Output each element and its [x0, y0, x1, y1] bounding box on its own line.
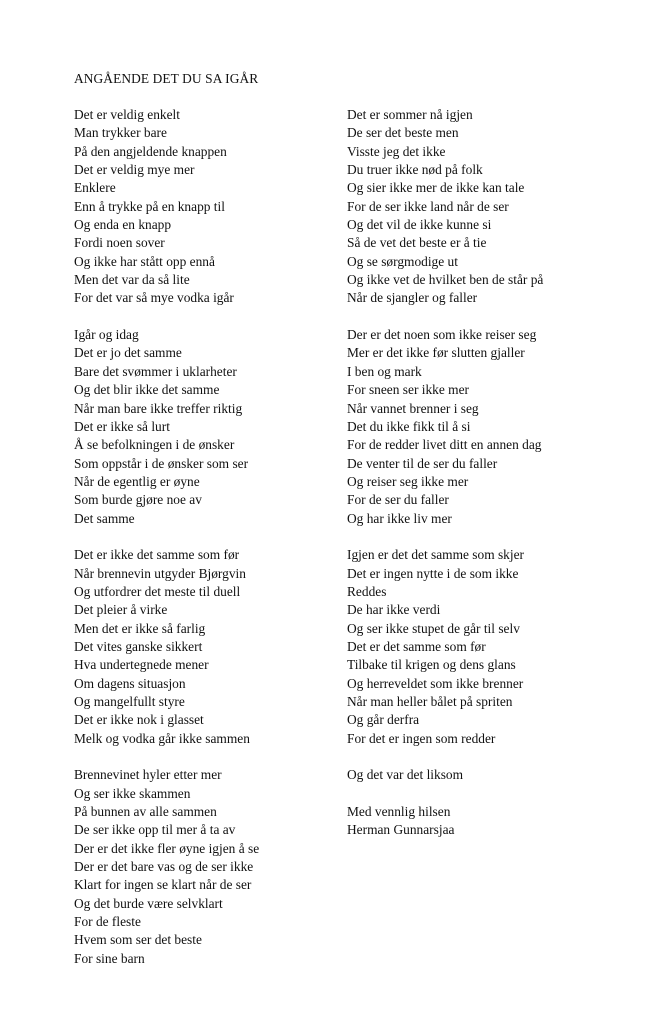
poem-line: De venter til de ser du faller	[347, 455, 498, 471]
poem-line: Det du ikke fikk til å si	[347, 418, 471, 434]
poem-line: Hva undertegnede mener	[74, 657, 209, 673]
poem-line: Og det blir ikke det samme	[74, 382, 220, 398]
poem-line: Det er jo det samme	[74, 345, 182, 361]
poem-line: Det er ingen nytte i de som ikke	[347, 565, 519, 581]
poem-line: Som burde gjøre noe av	[74, 492, 202, 508]
poem-line: Igår og idag	[74, 327, 139, 343]
poem-line: Det vites ganske sikkert	[74, 638, 203, 654]
poem-line: Og har ikke liv mer	[347, 510, 452, 526]
poem-line: Igjen er det det samme som skjer	[347, 547, 525, 563]
poem-line: Om dagens situasjon	[74, 675, 186, 691]
left-column	[74, 106, 364, 987]
poem-line: Og det var det liksom	[347, 767, 464, 783]
poem-line: Med vennlig hilsen	[347, 804, 451, 820]
poem-line: Herman Gunnarsjaa	[347, 822, 455, 838]
stanza	[74, 106, 364, 308]
poem-line: Og ikke har stått opp ennå	[74, 253, 215, 269]
poem-line: Men det er ikke så farlig	[74, 620, 206, 636]
poem-line: For de fleste	[74, 914, 141, 930]
poem-line: Du truer ikke nød på folk	[347, 162, 483, 178]
stanza	[347, 326, 647, 528]
poem-line: Som oppstår i de ønsker som ser	[74, 455, 249, 471]
poem-line: For de ser ikke land når de ser	[347, 198, 509, 214]
poem-line: Og ser ikke skammen	[74, 785, 191, 801]
poem-line: Det samme	[74, 510, 135, 526]
poem-line: Og reiser seg ikke mer	[347, 473, 469, 489]
poem-line: Det er sommer nå igjen	[347, 107, 473, 122]
poem-line: Det er ikke det samme som før	[74, 547, 240, 563]
poem-line: Man trykker bare	[74, 125, 167, 141]
poem-line: De ser ikke opp til mer å ta av	[74, 822, 236, 838]
poem-line: Når brennevin utgyder Bjørgvin	[74, 565, 246, 581]
poem-line: Enklere	[74, 180, 116, 196]
poem-line: Og det vil de ikke kunne si	[347, 217, 492, 233]
poem-line: I ben og mark	[347, 363, 422, 379]
poem-line: Når de sjangler og faller	[347, 290, 478, 306]
poem-line: Og enda en knapp	[74, 217, 172, 233]
poem-line: For de ser du faller	[347, 492, 449, 508]
poem-line: Når vannet brenner i seg	[347, 400, 479, 416]
poem-line: Og ikke vet de hvilket ben de står på	[347, 272, 544, 288]
poem-line: Men det var da så lite	[74, 272, 190, 288]
poem-line: Når de egentlig er øyne	[74, 473, 200, 489]
poem-line: På bunnen av alle sammen	[74, 804, 217, 820]
poem-line: Og går derfra	[347, 712, 420, 728]
poem-line: Så de vet det beste er å tie	[347, 235, 487, 251]
poem-line: Og det burde være selvklart	[74, 895, 223, 911]
poem-line: Reddes	[347, 583, 387, 599]
poem-line: Når man bare ikke treffer riktig	[74, 400, 243, 416]
poem-line: Der er det ikke fler øyne igjen å se	[74, 840, 260, 856]
poem-line: For sneen ser ikke mer	[347, 382, 469, 398]
poem-line: For sine barn	[74, 950, 145, 966]
poem-line: Melk og vodka går ikke sammen	[74, 730, 250, 746]
poem-line: De har ikke verdi	[347, 602, 441, 618]
poem-line: Klart for ingen se klart når de ser	[74, 877, 252, 893]
stanza	[74, 766, 364, 968]
poem-line: Tilbake til krigen og dens glans	[347, 657, 516, 673]
poem-line: Og herreveldet som ikke brenner	[347, 675, 524, 691]
poem-line: Mer er det ikke før slutten gjaller	[347, 345, 525, 361]
poem-line: Det pleier å virke	[74, 602, 168, 618]
poem-line: Visste jeg det ikke	[347, 143, 446, 159]
stanza	[347, 766, 647, 784]
poem-line: På den angjeldende knappen	[74, 143, 227, 159]
poem-line: Hvem som ser det beste	[74, 932, 202, 948]
poem-line: For det var så mye vodka igår	[74, 290, 234, 306]
stanza	[347, 803, 647, 840]
poem-line: Å se befolkningen i de ønsker	[74, 437, 235, 453]
poem-title: ANGÅENDE DET DU SA IGÅR	[74, 71, 259, 86]
stanza	[347, 546, 647, 748]
poem-line: Det er ikke så lurt	[74, 418, 170, 434]
poem-line: Når man heller bålet på spriten	[347, 694, 513, 709]
poem-line: De ser det beste men	[347, 125, 459, 141]
poem-line: Og sier ikke mer de ikke kan tale	[347, 180, 525, 196]
poem-line: Der er det noen som ikke reiser seg	[347, 327, 537, 343]
poem-line: Det er det samme som før	[347, 638, 486, 654]
poem-line: Og se sørgmodige ut	[347, 253, 458, 269]
poem-line: For det er ingen som redder	[347, 730, 496, 746]
right-column	[347, 106, 647, 858]
poem-line: Brennevinet hyler etter mer	[74, 767, 222, 783]
poem-line: Fordi noen sover	[74, 235, 165, 251]
poem-line: Enn å trykke på en knapp til	[74, 198, 225, 214]
poem-line: For de redder livet ditt en annen dag	[347, 437, 542, 453]
stanza	[74, 326, 364, 528]
stanza	[347, 106, 647, 308]
poem-line: Det er ikke nok i glasset	[74, 712, 204, 728]
poem-line: Og ser ikke stupet de går til selv	[347, 620, 520, 636]
poem-line: Og mangelfullt styre	[74, 694, 185, 709]
poem-line: Bare det svømmer i uklarheter	[74, 363, 237, 379]
stanza	[74, 546, 364, 748]
poem-line: Og utfordrer det meste til duell	[74, 583, 241, 599]
poem-line: Der er det bare vas og de ser ikke	[74, 859, 254, 875]
poem-line: Det er veldig enkelt	[74, 107, 180, 122]
poem-line: Det er veldig mye mer	[74, 162, 195, 178]
